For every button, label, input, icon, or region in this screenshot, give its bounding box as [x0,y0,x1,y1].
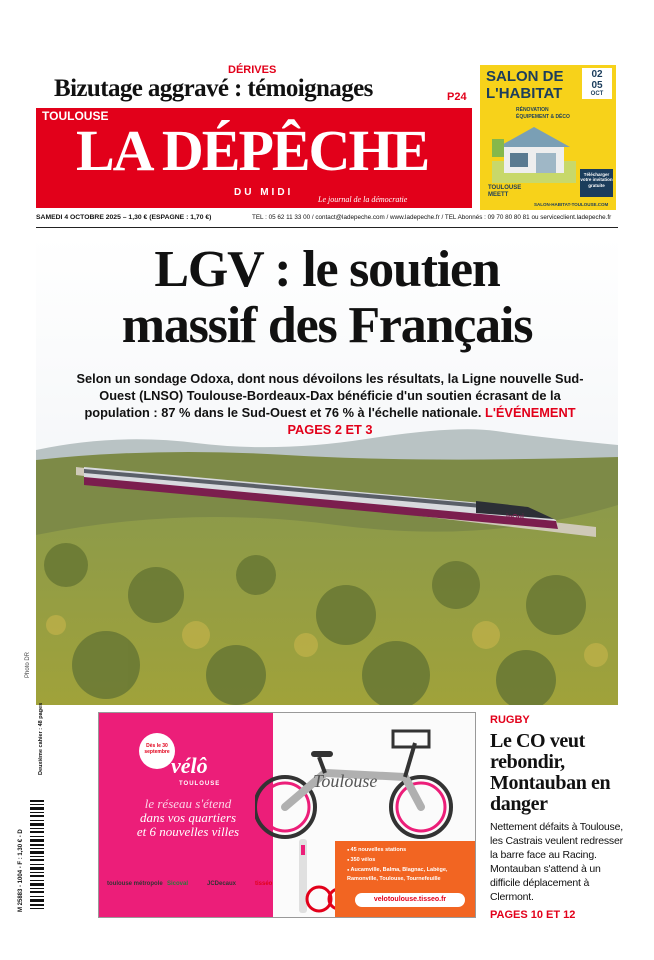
ad-feature-list [347,845,473,884]
ad-subtitle [516,107,570,120]
story-page-ref: PAGES 10 ET 12 [490,909,576,921]
slogan-line3: et 6 nouvelles villes [136,824,240,839]
ad-slogan [113,797,263,839]
ad-month: OCT [590,91,604,97]
ad-date-start: 02 [591,69,603,80]
list-item: ● 45 nouvelles stations [347,845,473,855]
slogan-line2: dans vos quartiers [139,810,237,825]
teaser-page-ref: P24 [447,91,467,103]
ad-url[interactable]: SALON-HABITAT-TOULOUSE.COM [534,202,609,207]
train-logo: inOui [506,514,524,521]
ad-dates [582,68,612,99]
partner-logo: JCDecaux [207,881,237,887]
partner-logo: Sicoval [167,881,189,887]
slogan-line1: le réseau s'étend [144,796,232,811]
tagline: Le journal de la démocratie [318,195,408,204]
headline-line1: LGV : le soutien [154,241,500,298]
ad-date-end: 05 [591,79,603,91]
lead-headline[interactable] [36,242,618,354]
lead-deck [70,370,590,438]
ad-title-line2: L'HABITAT [486,85,563,102]
info-bar [36,214,618,226]
masthead [36,108,472,208]
contact-line: TEL : 05 62 11 33 00 / contact@ladepeche.com / www.ladepeche.fr / TEL Abonnés : 09 70 80 80 81 ou serviceclient.ladepeche.fr [252,214,612,221]
teaser-headline[interactable]: Bizutage aggravé : témoignages [54,75,373,102]
ad-sub1: RÉNOVATION [516,107,549,113]
photo-credit: Photo DR [25,651,31,678]
story-body: Nettement défaits à Toulouse, les Castrais veulent redresser la barre face au Racing. Montauban s'attend à un difficile déplacement à Clermont. [490,821,623,903]
ad-invite-box[interactable]: Télécharger votre invitation gratuite [580,169,613,197]
house-illustration [492,121,576,183]
deck-page-ref[interactable]: L'ÉVÉNEMENT PAGES 2 ET 3 [287,405,576,437]
barcode [30,800,44,912]
newspaper-logo[interactable]: LA DÉPÊCHE [76,118,429,183]
partner-logo: tisséo [255,881,273,887]
ad-sub2: ÉQUIPEMENT & DÉCO [516,113,570,120]
issue-date-price: SAMEDI 4 OCTOBRE 2025 – 1,30 € (ESPAGNE : 1,70 €) [36,214,212,221]
logo-subtitle: DU MIDI [234,187,294,198]
bike-illustration [255,729,475,849]
rugby-story[interactable] [490,714,626,921]
bike-frame-text: Toulouse [313,771,378,791]
barcode-code: M 25883 - 1004 - F : 1,30 € - D [18,829,24,912]
story-title[interactable]: Le CO veut rebondir, Montauban en danger [490,730,611,815]
velo-logo: vélô [171,753,208,778]
headline-line2: massif des Français [121,297,533,354]
ad-title-line1: SALON DE [486,68,564,85]
list-item: ● Aucamville, Balma, Blagnac, Labège, Ramonville, Toulouse, Tournefeuille [347,865,473,884]
salon-habitat-ad[interactable] [480,65,616,210]
supplement-note: Deuxième cahier : 48 pages [38,702,44,775]
ad-venue2: MEETT [488,192,509,199]
velo-toulouse-ad[interactable] [98,712,476,918]
velo-logo-sub: TOULOUSE [179,781,221,787]
partner-logo: toulouse métropole [107,881,163,887]
teaser-kicker: DÉRIVES [228,64,277,76]
ad-venue [488,185,521,199]
ad-url-pill[interactable]: velotoulouse.tisseo.fr [355,893,465,907]
story-kicker: RUGBY [490,714,530,726]
edition-label: TOULOUSE [42,109,109,123]
divider [36,227,618,228]
deck-text: Selon un sondage Odoxa, dont nous dévoilons les résultats, la Ligne nouvelle Sud-Ouest (LNSO) Toulouse-Bordeaux-Dax bénéficie d'un soutien écrasant de la population : 87 % dans le Sud-Ouest et 76 % à l'échelle nationale. [76,371,584,420]
launch-date-badge: Dès le 30 septembre [139,733,175,769]
ad-venue1: TOULOUSE [488,185,522,191]
list-item: ● 350 vélos [347,855,473,865]
